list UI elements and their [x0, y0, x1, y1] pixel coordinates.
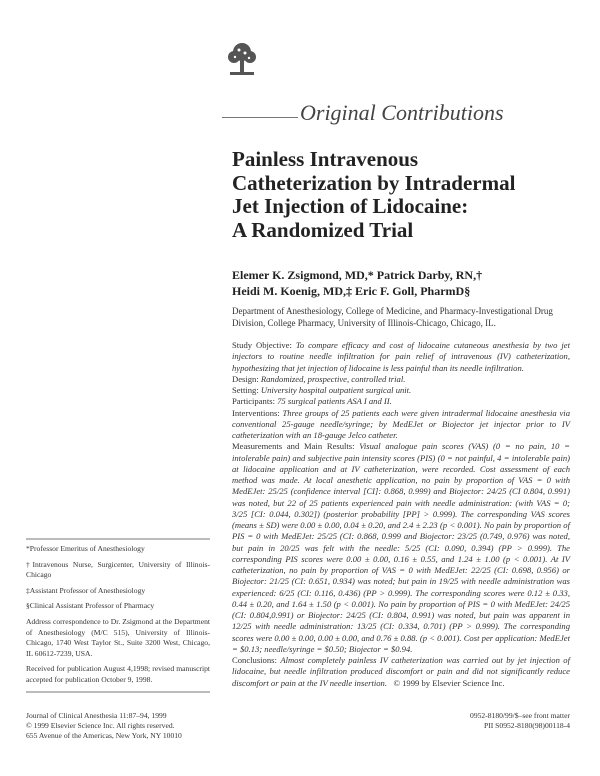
abstract-objective: [232, 340, 570, 374]
affiliation: Department of Anesthesiology, College of Medicine, and Pharmacy-Investigational Drug Division, College Pharmacy, University of Illinois-Chicago, Chicago, IL.: [232, 306, 553, 328]
authors-line: Heidi M. Koenig, MD,‡ Eric F. Goll, PharmD§: [232, 284, 471, 298]
section-text: Three groups of 25 patients each were given intradermal lidocaine anesthesia via conventional 25-gauge needle/syringe; by MedEJet or Biojector jet injector prior to IV catheterization with an 18-gauge Jelco catheter.: [232, 407, 570, 440]
section-text: 75 surgical patients ASA I and II.: [277, 396, 392, 407]
abstract: [232, 340, 570, 689]
footnote: *Professor Emeritus of Anesthesiology: [26, 544, 145, 553]
abstract-interventions: [232, 408, 570, 442]
pii-line: 0952-8180/99/$–see front matter: [470, 711, 570, 720]
correspondence-address: Address correspondence to Dr. Zsigmond at the Department of Anesthesiology (M/C 515), University of Illinois-Chicago, 1740 West Taylor St., Suite 3200 West, Chicago, IL 60612-7239, USA.: [26, 616, 210, 658]
section-label: Participants:: [232, 396, 275, 407]
pii-line: PII S0952-8180(98)00118-4: [484, 721, 570, 730]
journal-citation: [26, 711, 226, 741]
footnote-rule: [26, 538, 210, 540]
section-label: Interventions:: [232, 407, 280, 418]
title-line: Catheterization by Intradermal: [232, 170, 516, 195]
pii-info: [400, 711, 570, 731]
title-line: A Randomized Trial: [232, 217, 414, 242]
authors-line: Elemer K. Zsigmond, MD,* Patrick Darby, RN,†: [232, 268, 483, 282]
journal-line: Journal of Clinical Anesthesia 11:87–94, 1999: [26, 711, 167, 720]
journal-line: © 1999 Elsevier Science Inc. All rights reserved.: [26, 721, 175, 730]
section-rule: [222, 117, 298, 118]
abstract-setting: [232, 385, 570, 396]
section-label: Study Objective:: [232, 340, 292, 350]
footnote: ‡Assistant Professor of Anesthesiology: [26, 585, 146, 595]
footnote-rule: [26, 691, 210, 693]
footnote: †Intravenous Nurse, Surgicenter, University of Illinois-Chicago: [26, 559, 210, 580]
section-heading: Original Contributions: [300, 100, 504, 125]
footnote: §Clinical Assistant Professor of Pharmacy: [26, 601, 155, 611]
authors: [232, 267, 582, 299]
abstract-copyright: © 1999 by Elsevier Science Inc.: [393, 677, 505, 688]
section-label: Conclusions:: [232, 655, 277, 665]
abstract-design: [232, 374, 570, 385]
abstract-conclusions: [232, 655, 570, 689]
section-text: Almost completely painless IV catheterization was carried out by jet injection of lidocaine, but needle infiltration produced discomfort or pain and did not significantly reduce discomfort or pain at the IV needle insertion.: [232, 655, 570, 688]
section-text: Randomized, prospective, controlled trial.: [260, 373, 406, 384]
section-label: Setting:: [232, 385, 259, 395]
footnotes: [26, 538, 210, 697]
article-title: [232, 148, 572, 242]
received-dates: Received for publication August 4,1998; revised manuscript accepted for publication October 9, 1998.: [26, 664, 210, 684]
section-text: University hospital outpatient surgical unit.: [260, 385, 412, 395]
section-text: To compare efficacy and cost of lidocaine cutaneous anesthesia by two jet injectors to routine needle infiltration for pain relief of intravenous (IV) catheterization, hypothesizing that jet injection of lidocaine is less painful than its needle infiltration.: [232, 340, 571, 373]
abstract-participants: [232, 396, 570, 407]
abstract-results: [232, 441, 570, 655]
title-line: Painless Intravenous: [232, 147, 419, 171]
title-line: Jet Injection of Lidocaine:: [232, 194, 469, 218]
section-label: Measurements and Main Results:: [232, 441, 355, 452]
elsevier-tree-logo: [222, 40, 262, 80]
section-text: Visual analogue pain scores (VAS) (0 = no pain, 10 = intolerable pain) and subjective pain intensity scores (PIS) (0 = not painful, 4 = intolerable pain) at lidocaine application and at IV catheterization, were recorded. Cost assessment of each method was made. At local anesthetic application, no pain by proportion of VAS = 0 with MedEJet: 25/25 (confidence interval [CI]: 0.868, 0.999) and Biojector: 24/25 (CI 0.804, 0.991) was noted, but 22 of 25 patients experienced pain with needle administration: (with VAS = 0; 3/25 [CI: 0.044, 0.302]) (posterior probability [PP] > 0.999). The corresponding VAS scores (means ± SD) were 0.00 ± 0.00, 0.04 ± 0.20, and 2.4 ± 2.23 (p < 0.001). No pain by proportion of PIS = 0 with MedEJet: 25/25 (CI: 0.868, 0.999 and Biojector: 23/25 (0.749, 0.976) was noted, but pain in 20/25 was felt with the needle: 5/25 (CI: 0.090, 0.394) (PP > 0.999). The corresponding PIS scores were 0.00 ± 0.00, 0.16 ± 0.55, and 1.24 ± 1.00 (p < 0.001). At IV catheterization, no pain by proportion of VAS = 0 with MedEJet: 22/25 (CI: 0.698, 0.956) or Biojector: 21/25 (CI: 0.651, 0.934) was noted; but pain in 19/25 with needle administration was experienced: 6/25 (CI: 0.116, 0.436) (PP > 0.999). The corresponding scores were 0.12 ± 0.33, 0.44 ± 0.20, and 1.64 ± 1.50 (p < 0.001). No pain by proportion of PIS = 0 with MedEJet: 24/25 (CI: 0.804,0.991) or Biojector: 24/25 (CI: 0.804, 0.991) was noted, but pain was apparent in 12/25 with needle administration: 13/25 (CI: 0.334, 0.701) (PP > 0.999). The corresponding scores were 0.00 ± 0.00, 0.00 ± 0.00, and 0.76 ± 0.88. (p < 0.001). Cost per application: MedEJet = $0.13; needle/syringe = $0.50; Biojector = $0.94.: [232, 441, 570, 654]
journal-line: 655 Avenue of the Americas, New York, NY 10010: [26, 731, 182, 740]
section-label: Design:: [232, 373, 259, 384]
